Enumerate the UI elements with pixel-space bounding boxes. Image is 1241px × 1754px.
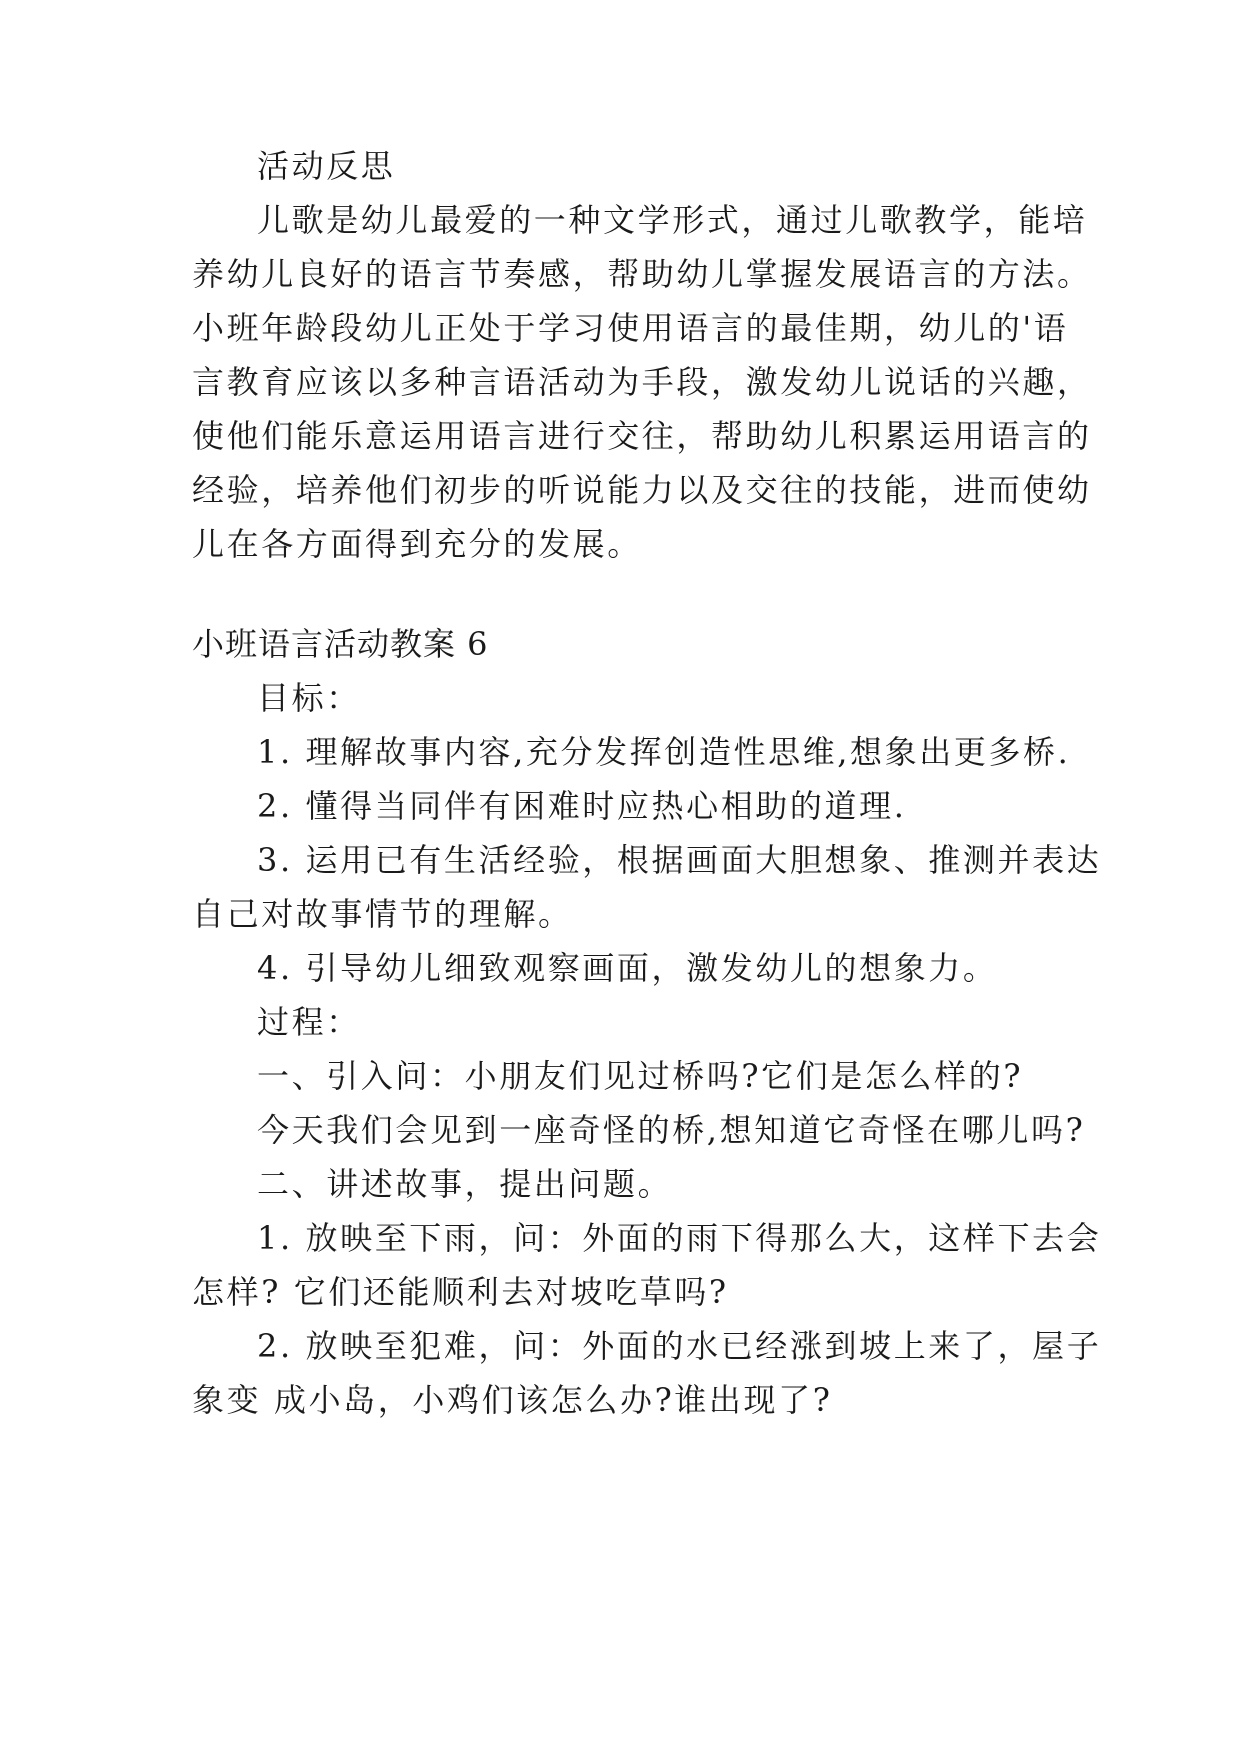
goal-item: 4. 引导幼儿细致观察画面，激发幼儿的想象力。 bbox=[257, 949, 998, 987]
paragraph-line: 小班年龄段幼儿正处于学习使用语言的最佳期，幼儿的'语 bbox=[192, 309, 1069, 347]
process-label: 过程： bbox=[257, 1003, 361, 1041]
paragraph-line: 经验，培养他们初步的听说能力以及交往的技能，进而使幼 bbox=[192, 471, 1092, 509]
goal-item: 2. 懂得当同伴有困难时应热心相助的道理. bbox=[257, 787, 907, 825]
process-item-continued: 象变 成小岛，小鸡们该怎么办?谁出现了? bbox=[192, 1381, 833, 1419]
paragraph-line: 儿歌是幼儿最爱的一种文学形式，通过儿歌教学，能培 bbox=[257, 201, 1088, 239]
process-item: 1. 放映至下雨，问：外面的雨下得那么大，这样下去会 bbox=[257, 1219, 1102, 1257]
process-item: 今天我们会见到一座奇怪的桥,想知道它奇怪在哪儿吗? bbox=[257, 1111, 1086, 1149]
goal-item: 3. 运用已有生活经验，根据画面大胆想象、推测并表达 bbox=[257, 841, 1102, 879]
lesson-title: 小班语言活动教案 6 bbox=[192, 625, 489, 663]
process-item: 一、引入问：小朋友们见过桥吗?它们是怎么样的? bbox=[257, 1057, 1024, 1095]
section-heading-reflection: 活动反思 bbox=[257, 147, 396, 185]
process-item-continued: 怎样? 它们还能顺利去对坡吃草吗? bbox=[192, 1273, 729, 1311]
process-item: 2. 放映至犯难，问：外面的水已经涨到坡上来了，屋子 bbox=[257, 1327, 1102, 1365]
paragraph-line: 儿在各方面得到充分的发展。 bbox=[192, 525, 642, 563]
goals-label: 目标： bbox=[257, 679, 361, 717]
goal-item-continued: 自己对故事情节的理解。 bbox=[192, 895, 573, 933]
paragraph-line: 言教育应该以多种言语活动为手段，激发幼儿说话的兴趣， bbox=[192, 363, 1092, 401]
paragraph-line: 养幼儿良好的语言节奏感，帮助幼儿掌握发展语言的方法。 bbox=[192, 255, 1092, 293]
process-item: 二、讲述故事，提出问题。 bbox=[257, 1165, 673, 1203]
goal-item: 1. 理解故事内容,充分发挥创造性思维,想象出更多桥. bbox=[257, 733, 1071, 771]
paragraph-line: 使他们能乐意运用语言进行交往，帮助幼儿积累运用语言的 bbox=[192, 417, 1092, 455]
